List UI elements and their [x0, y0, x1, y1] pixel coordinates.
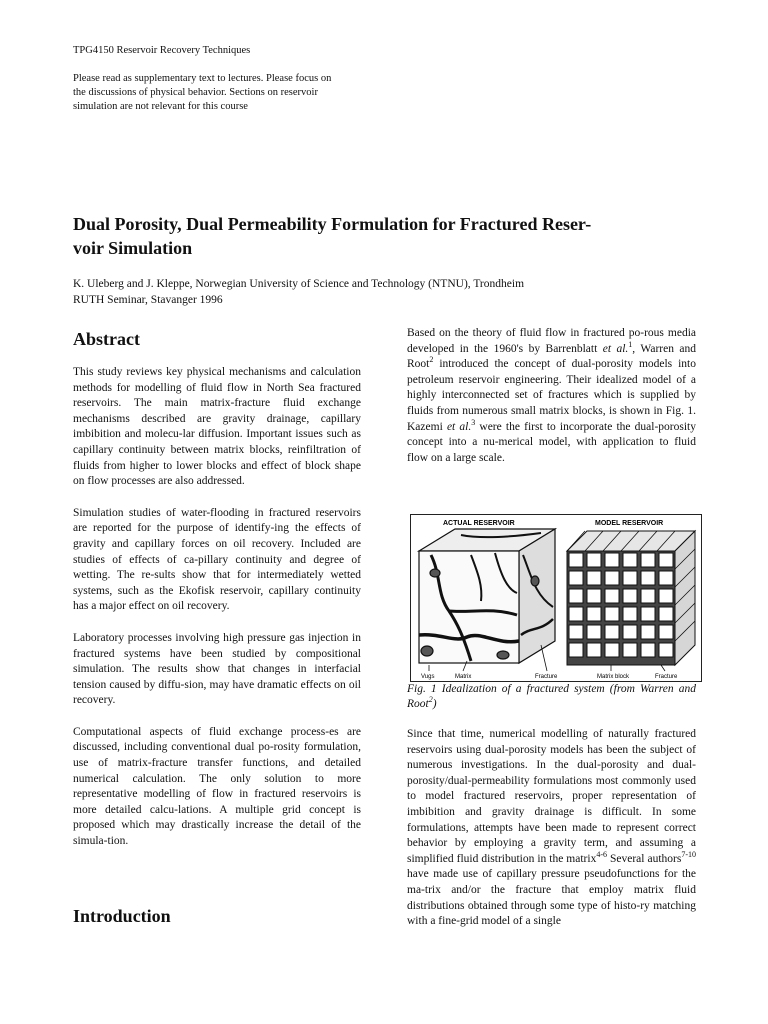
figure-label-vugs: Vugs	[421, 674, 435, 680]
introduction-heading: Introduction	[73, 906, 171, 926]
figure-label-actual: ACTUAL RESERVOIR	[443, 520, 515, 527]
paper-title-line: voir Simulation	[73, 238, 193, 258]
course-header: TPG4150 Reservoir Recovery Techniques	[73, 45, 251, 56]
figure-1	[410, 514, 702, 682]
reading-note-line: Please read as supplementary text to lectures. Please focus on	[73, 73, 332, 84]
figure-label-matrix: Matrix	[455, 674, 472, 680]
figure-label-fracture: Fracture	[655, 674, 678, 680]
reading-note	[73, 72, 403, 114]
intro-paragraph-1: Based on the theory of fluid flow in fractured po-rous media developed in the 1960's by Barrenblatt et al.$^1$, Warren and Root$^2$ introduced the concept of dual-porosity models into petroleum reservoir engineering. Their idealized model of a highly interconnected set of fractures which is supplied by fluids from numerous small matrix blocks, is shown in Fig. 1. Kazemi et al.$^3$ were the first to incorporate the dual-porosity concept into a nu-merical model, with application to fluid flow on a large scale.	[407, 327, 697, 464]
figure-label-matrix-block: Matrix block	[597, 674, 630, 680]
authors: K. Uleberg and J. Kleppe, Norwegian University of Science and Technology (NTNU), Trondheim	[73, 278, 525, 290]
abstract-heading: Abstract	[73, 329, 140, 349]
venue: RUTH Seminar, Stavanger 1996	[73, 293, 223, 306]
intro-paragraph-2: Since that time, numerical modelling of naturally fractured reservoirs using dual-porosity models has been the subject of numerous investigations. In the dual-porosity and dual-porosity/dual-permeability formulations most commonly used to model fractured reservoirs, proper representation of imbibition and gravity drainage is difficult. In some formulations, attempts have been made to represent correct behavior by employing a gravity term, and assuming a simplified fluid distribution in the matrix$^{4-6}$ Several authors$^{7-10}$ have made use of capillary pressure pseudofunctions for the ma-trix and/or the fracture that employ matrix fluid distributions obtained through some type of histo-ry matching with a fine-grid model of a single	[407, 728, 696, 928]
paper-title	[73, 212, 713, 260]
abstract-paragraph: Simulation studies of water-flooding in fractured reservoirs are reported for the purpose of identify-ing the effects of gravity and capillary forces on oil recovery. Included are studies of effects of ca-pillary continuity and degree of wetting. The re-sults show that for intermediately wetted systems, such as the Ekofisk reservoir, capillary continuity has a major effect on oil recovery.	[73, 506, 361, 613]
author-block	[73, 277, 713, 308]
figure-caption: Fig. 1 Idealization of a fractured system (from Warren and Root$^2$)	[407, 683, 696, 710]
abstract-paragraph: This study reviews key physical mechanisms and calculation methods for modelling of fluid flow in North Sea fractured reservoirs. The main matrix-fracture fluid exchange mechanisms described are gravity drainage, capillary imbibition and molecu-lar diffusion. Important issues such as capillary continuity between matrix blocks, reinfiltration of fluids from higher to lower blocks and effect of block shape on flow processes are also addressed.	[73, 366, 361, 488]
model-reservoir-grid	[567, 531, 695, 671]
fractured-system-illustration	[411, 515, 701, 681]
reading-note-line: simulation are not relevant for this course	[73, 101, 248, 112]
paper-title-line: Dual Porosity, Dual Permeability Formulation for Fractured Reser-	[73, 214, 592, 234]
abstract-body	[73, 365, 361, 866]
abstract-paragraph: Laboratory processes involving high pressure gas injection in fractured systems have been studied by compositional simulation. The results show that changes in interfacial tension caused by diffu-sion, may have dramatic effects on oil recovery.	[73, 631, 361, 707]
abstract-paragraph: Computational aspects of fluid exchange process-es are discussed, including conventional dual po-rosity formulation, use of matrix-fracture transfer functions, and detailed numerical calculation. The only solution to more representative modelling of flow in fractured reservoirs is more detailed calcu-lations. A multiple grid concept is proposed which may drastically increase the detail of the simula-tion.	[73, 725, 361, 848]
reading-note-line: the discussions of physical behavior. Sections on reservoir	[73, 87, 318, 98]
figure-label-fracture: Fracture	[535, 674, 558, 680]
actual-reservoir-block	[419, 529, 555, 671]
figure-label-model: MODEL RESERVOIR	[595, 520, 664, 527]
